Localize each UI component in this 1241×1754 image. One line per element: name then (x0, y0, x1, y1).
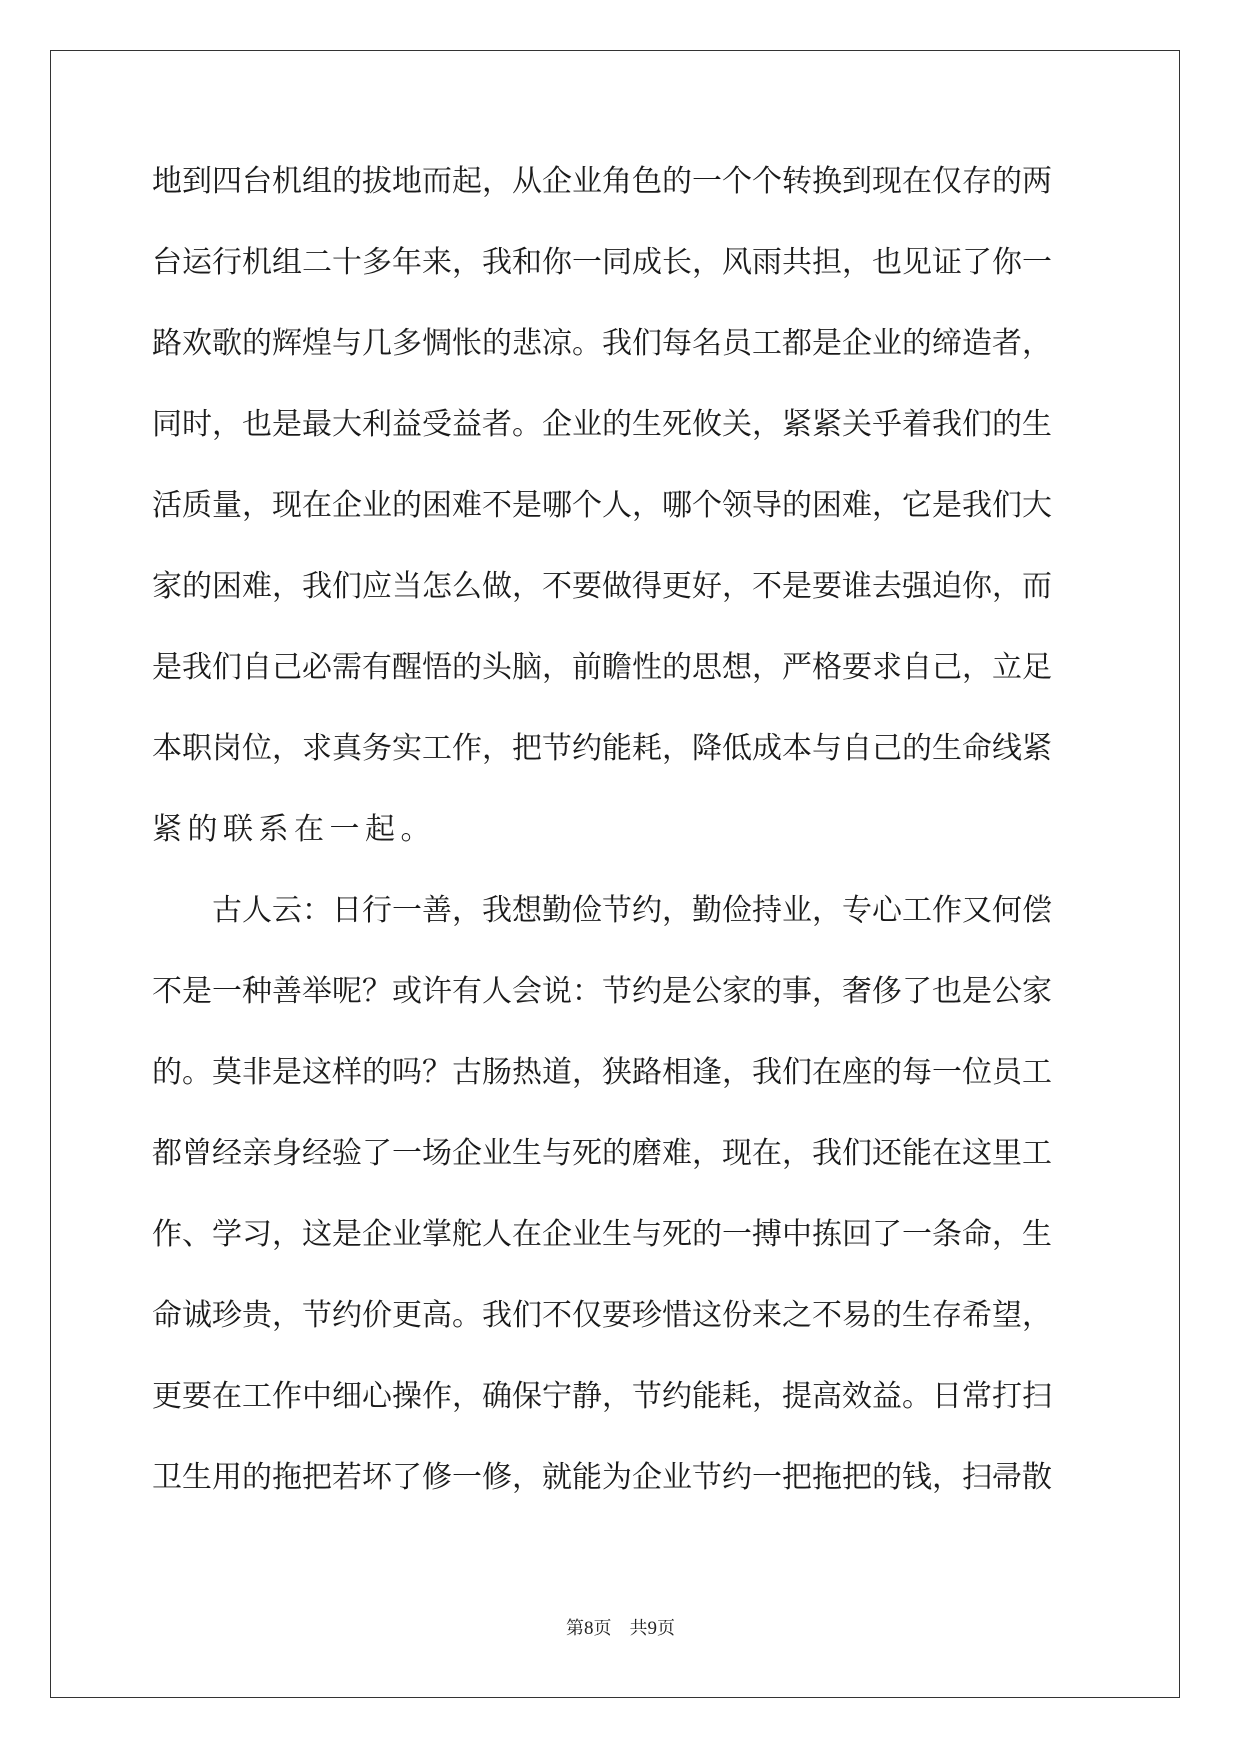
text-line: 活质量，现在企业的困难不是哪个人，哪个领导的困难，它是我们大 (152, 488, 1052, 523)
text-line: 的。莫非是这样的吗？古肠热道，狭路相逢，我们在座的每一位员工 (152, 1055, 1052, 1090)
text-line: 不是一种善举呢？或许有人会说：节约是公家的事，奢侈了也是公家 (152, 974, 1052, 1009)
text-line: 作、学习，这是企业掌舵人在企业生与死的一搏中拣回了一条命，生 (152, 1217, 1052, 1252)
text-line: 更要在工作中细心操作，确保宁静，节约能耗，提高效益。日常打扫 (152, 1379, 1052, 1414)
current-page-number: 8 (584, 1618, 594, 1639)
text-line: 本职岗位，求真务实工作，把节约能耗，降低成本与自己的生命线紧 (152, 731, 1052, 766)
text-line: 紧的联系在一起。 (152, 812, 436, 847)
text-line: 路欢歌的辉煌与几多惆怅的悲凉。我们每名员工都是企业的缔造者， (152, 326, 1052, 361)
page-footer (0, 1617, 1241, 1641)
total-page-number: 9 (647, 1618, 657, 1639)
text-line: 地到四台机组的拔地而起，从企业角色的一个个转换到现在仅存的两 (152, 164, 1052, 199)
footer-suffix: 页 (657, 1618, 675, 1639)
text-line: 命诚珍贵，节约价更高。我们不仅要珍惜这份来之不易的生存希望， (152, 1298, 1052, 1333)
text-line: 台运行机组二十多年来，我和你一同成长，风雨共担，也见证了你一 (152, 245, 1052, 280)
text-line: 卫生用的拖把若坏了修一修，就能为企业节约一把拖把的钱，扫帚散 (152, 1460, 1052, 1495)
footer-prefix: 第 (566, 1618, 584, 1639)
text-line: 家的困难，我们应当怎么做，不要做得更好，不是要谁去强迫你，而 (152, 569, 1052, 604)
text-line: 是我们自己必需有醒悟的头脑，前瞻性的思想，严格要求自己，立足 (152, 650, 1052, 685)
footer-middle: 页 共 (593, 1618, 648, 1639)
text-line: 都曾经亲身经验了一场企业生与死的磨难，现在，我们还能在这里工 (152, 1136, 1052, 1171)
paragraph-2 (152, 891, 1088, 1539)
paragraph-1 (152, 162, 1088, 891)
document-body (152, 162, 1088, 1539)
text-line: 同时，也是最大利益受益者。企业的生死攸关，紧紧关乎着我们的生 (152, 407, 1052, 442)
text-line: 古人云：日行一善，我想勤俭节约，勤俭持业，专心工作又何偿 (212, 893, 1052, 928)
